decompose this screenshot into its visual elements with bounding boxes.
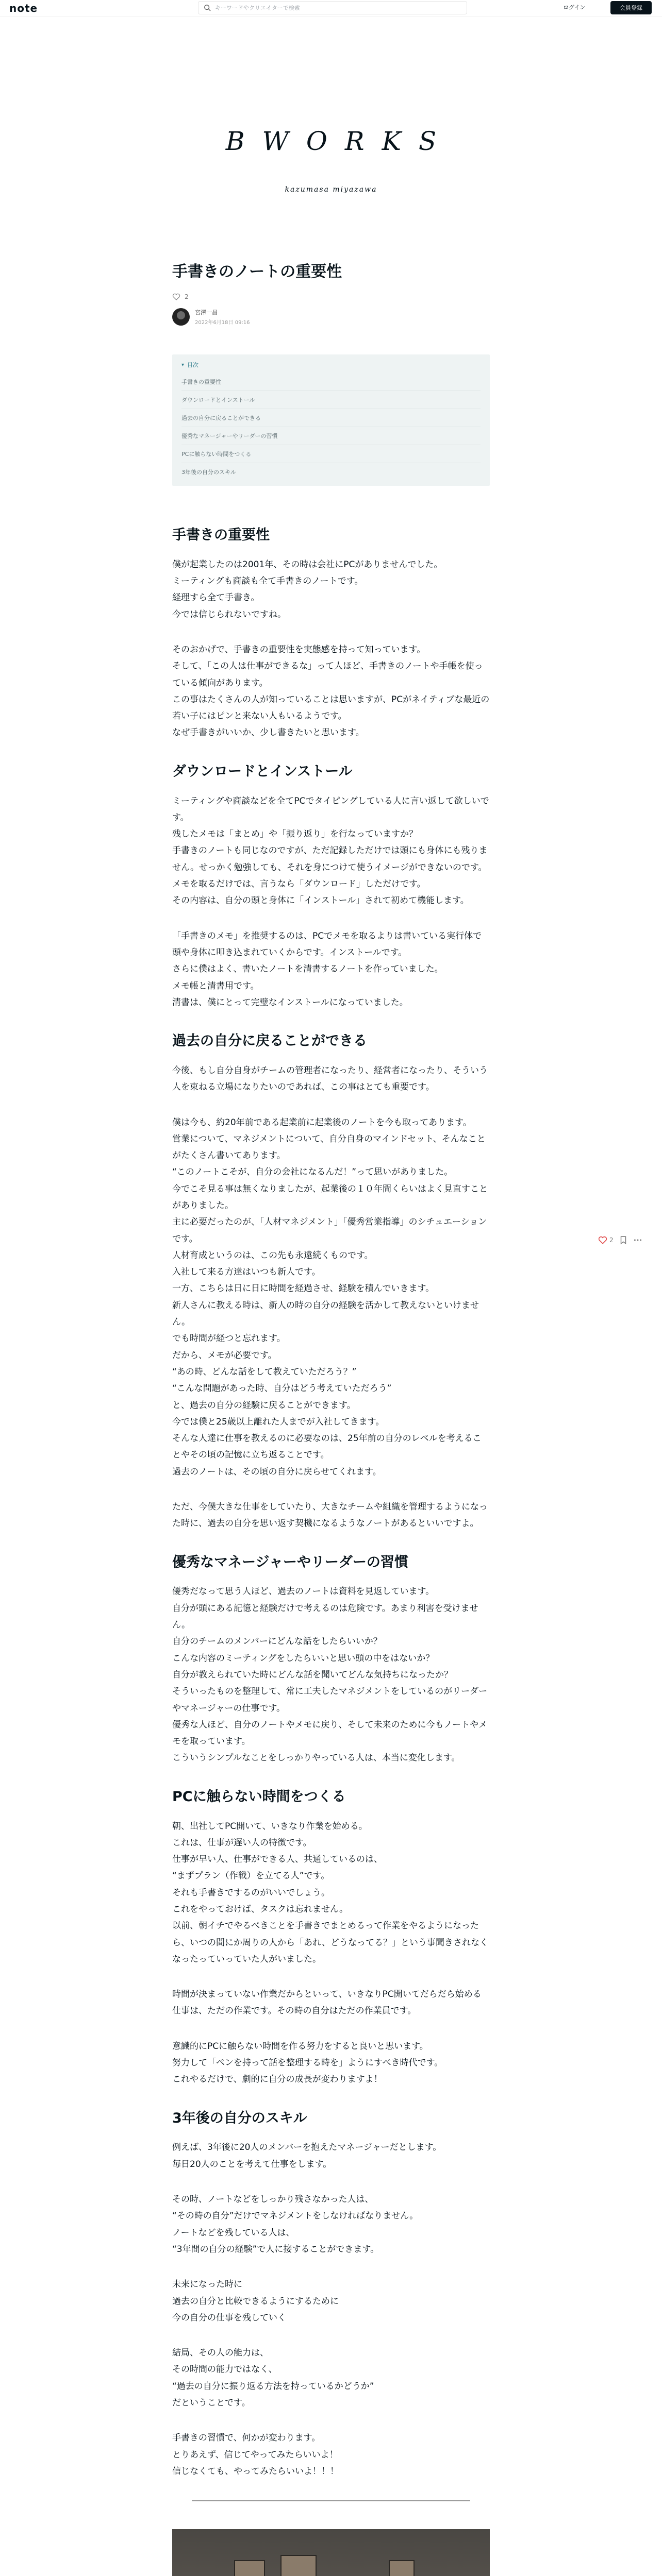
note-logo[interactable]: note: [9, 2, 38, 14]
avatar[interactable]: [172, 308, 190, 326]
paragraph: 僕が起業したのは2001年、その時は会社にPCがありませんでした。 ミーティングも商談も全て手書きのノートです。 経理すら全て手書き。 今では信じられないですね。: [172, 559, 443, 620]
toc-item[interactable]: 過去の自分に戻ることができる: [181, 409, 481, 427]
post-date: 2022年6月18日 09:16: [195, 320, 250, 326]
paragraph: 意識的にPCに触らない時間を作る努力をすると良いと思います。 努力して「ペンを持って話を整理する時を」ようにすべき時代です。 これやるだけで、劇的に自分の成長が変わりますよ！: [172, 2041, 443, 2085]
signup-button[interactable]: 会員登録: [610, 1, 652, 14]
like-count: 2: [185, 293, 189, 300]
search-input[interactable]: [215, 5, 462, 11]
section: [172, 762, 490, 1011]
paragraph: 優秀だなって思う人ほど、過去のノートは資料を見返しています。 自分が頭にある記憶と経験だけで考えるのは危険です。あまり利害を受けません。 自分のチームのメンバーにどんな話をしたらいいか？ こんな内容のミーティングをしたらいいと思い頭の中をはないか？ 自分が教えられていた時にどんな話を聞いてどんな気持ちになったか？ そういったものを整理して、常に工夫したマネジメントをしているのがリーダーやマネージャーの仕事です。 優秀な人ほど、自分のノートやメモに戻り、そして未来のために今もノートやメモを取っています。 こういうシンプルなことをしっかりやっている人は、本当に変化します。: [172, 1586, 488, 1764]
paragraph: 手書きの習慣で、何かが変わります。 とりあえず、信じてやってみたらいいよ！ 信じなくても、やってみたらいいよ！！！: [172, 2433, 339, 2477]
section: [172, 526, 490, 741]
paragraph: ただ、今僕大きな仕事をしていたり、大きなチームや組織を管理するようになった時に、過去の自分を思い返す契機になるようなノートがあるといいですよ。: [172, 1502, 488, 1529]
more-icon[interactable]: [633, 1235, 642, 1245]
paragraph: 「手書きのメモ」を推奨するのは、PCでメモを取るよりは書いている実行体で頭や身体に叩き込まれていくからです。インストールです。 さらに僕はよく、書いたノートを清書するノートを作っていました。 メモ帳と清書用です。 清書は、僕にとって完璧なインストールになっていました。: [172, 930, 482, 1008]
toc-toggle[interactable]: [181, 361, 481, 369]
author-block[interactable]: [172, 308, 490, 326]
paragraph: 時間が決まっていない作業だからといって、いきなりPC開いてだらだら始める仕事は、ただの作業です。その時の自分はただの作業員です。: [172, 1989, 482, 2016]
toc-heading: 目次: [187, 362, 199, 368]
article-photo[interactable]: [172, 2529, 490, 2576]
paragraph: その時、ノートなどをしっかり残さなかった人は、 “その時の自分”だけでマネジメントをしなければなりません。 ノートなどを残している人は、 “3年間の自分の経験”で人に接することができます。: [172, 2194, 419, 2255]
paragraph: 未来になった時に 過去の自分と比較できるようにするために 今の自分の仕事を残していく: [172, 2279, 339, 2323]
heart-icon[interactable]: [598, 1235, 607, 1245]
toc-item[interactable]: ダウンロードとインストール: [181, 391, 481, 409]
paragraph: そのおかげで、手書きの重要性を実態感を持って知っています。 そして、「この人は仕事ができるな」って人ほど、手書きのノートや手帳を使っている傾向があります。 この事はたくさんの人が知っていることは思いますが、PCがネイティブな最近の若い子にはピンと来ない人もいるようです。 なぜ手書きがいいか、少し書きたいと思います。: [172, 644, 490, 738]
brand-subtitle: kazumasa miyazawa: [285, 185, 377, 194]
section-heading: PCに触らない時間をつくる: [172, 1788, 346, 1805]
section: [172, 1553, 490, 1767]
paragraph: 例えば、3年後に20人のメンバーを抱えたマネージャーだとします。 毎日20人のことを考えて仕事をします。: [172, 2142, 442, 2170]
article-title: 手書きのノートの重要性: [172, 263, 342, 281]
search-box[interactable]: [198, 1, 467, 14]
top-bar: [0, 0, 662, 16]
section-heading: 過去の自分に戻ることができる: [172, 1033, 367, 1049]
like-area: [172, 293, 490, 301]
section: [172, 2109, 490, 2480]
section-heading: 優秀なマネージャーやリーダーの習慣: [172, 1554, 408, 1570]
paragraph: 僕は今も、約20年前である起業前に起業後のノートを今も取ってあります。 営業について、マネジメントについて、自分自身のマインドセット、そんなことがたくさん書いてあります。 “このノートこそが、自分の会社になるんだ！”って思いがありました。 今でこそ見る事は無くなりましたが、起業後の１０年間くらいはよく見直すことがありました。 主に必要だったのが、「人材マネジメント」「優秀営業指導」のシチュエーションです。 人材育成というのは、この先も永遠続くものです。 入社して来る方達はいつも新人です。 一方、こちらは日に日に時間を経過させ、経験を積んでいきます。 新人さんに教える時は、新人の時の自分の経験を活かして教えないといけません。 でも時間が経つと忘れます。 だから、メモが必要です。 “あの時、どんな話をして教えていただろう？” “こんな問題があった時、自分はどう考えていただろう” と、過去の自分の経験に戻ることができます。 今では僕と25歳以上離れた人までが入社してきます。 そんな人達に仕事を教えるのに必要なのは、25年前の自分のレベルを考えることやその頃の記憶に立ち返ることです。 過去のノートは、その頃の自分に戻らせてくれます。: [172, 1117, 488, 1477]
section: [172, 1787, 490, 2088]
side-actions: [598, 1235, 642, 1245]
table-of-contents: [172, 354, 490, 486]
heart-icon[interactable]: [172, 293, 180, 301]
article-body: [172, 526, 490, 2576]
brand-title[interactable]: BWORKS: [225, 126, 454, 156]
bookmark-icon[interactable]: [619, 1235, 628, 1245]
like-count: 2: [609, 1236, 614, 1244]
author-name[interactable]: 宮澤一昌: [195, 309, 218, 316]
paragraph: 結局、その人の能力は、 その時間の能力ではなく、 “過去の自分に振り返る方法を持っているかどうか” だということです。: [172, 2348, 374, 2409]
toc-item[interactable]: PCに触らない時間をつくる: [181, 445, 481, 463]
search-icon: [204, 4, 211, 11]
section: [172, 1031, 490, 1532]
section-heading: ダウンロードとインストール: [172, 763, 353, 779]
toc-item[interactable]: 優秀なマネージャーやリーダーの習慣: [181, 427, 481, 445]
section-heading: 手書きの重要性: [172, 527, 270, 543]
paragraph: 朝、出社してPC開いて、いきなり作業を始める。 これは、仕事が遅い人の特徴です。 仕事が早い人、仕事ができる人、共通しているのは、 “まずプラン（作戦）を立てる人”です。 それも手書きでするのがいいでしょう。 これをやっておけば、タスクは忘れません。 以前、朝イチでやるべきことを手書きでまとめるって作業をやるようになったら、いつの間にか周りの人から「あれ、どうなってる？」という事聞きされなくなったっていっていた人がいました。: [172, 1821, 489, 1964]
chevron-down-icon: ▾: [181, 362, 185, 368]
section-heading: 3年後の自分のスキル: [172, 2110, 307, 2126]
paragraph: 今後、もし自分自身がチームの管理者になったり、経営者になったり、そういう人を束ねる立場になりたいのであれば、この事はとても重要です。: [172, 1065, 488, 1093]
paragraph: ミーティングや商談などを全てPCでタイピングしている人に言い返して欲しいです。 残したメモは「まとめ」や「振り返り」を行なっていますか？ 手書きのノートも同じなのですが、ただ記録しただけでは頭にも身体にも残りません。せっかく勉強しても、それを身につけて使うイメージができないのです。 メモを取るだけでは、言うなら「ダウンロード」しただけです。 その内容は、自分の頭と身体に「インストール」されて初めて機能します。: [172, 795, 489, 906]
toc-item[interactable]: 手書きの重要性: [181, 373, 481, 391]
toc-item[interactable]: 3年後の自分のスキル: [181, 469, 236, 476]
divider: [192, 2500, 470, 2501]
login-link[interactable]: ログイン: [563, 4, 586, 11]
